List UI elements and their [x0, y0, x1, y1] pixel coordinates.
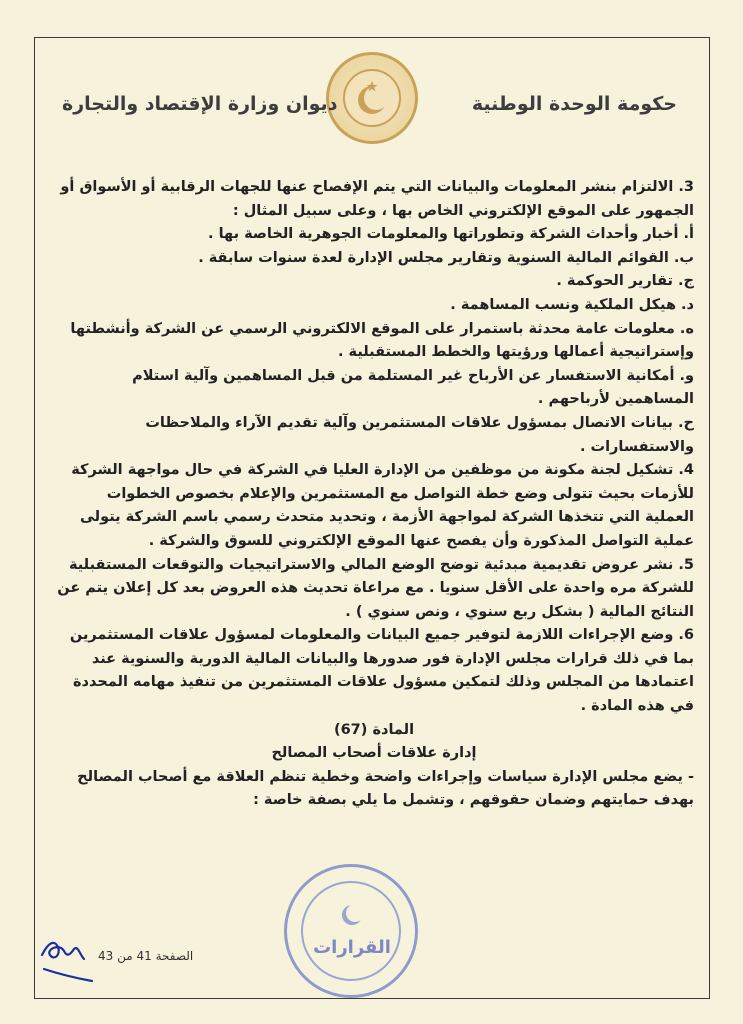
list-item-d: د. هيكل الملكية ونسب المساهمة . — [450, 296, 694, 313]
paragraph-item-4: 4. تشكيل لجنة مكونة من موظفين من الإدارة العليا في الشركة في حال مواجهة الشركة للأزمات بحيث تتولى وضع خطة التواصل مع المستثمرين والإعلام بخصوص الخطوات العملية التي تتخذها الشركة لمواجهة الأزمة ، وتحديد متحدث رسمي باسم الشركة يتولى عملية التواصل المذكورة وأن يفصح عنها الموقع الإلكتروني للسوق والشركة . — [71, 462, 694, 549]
list-item-h: ح. بيانات الاتصال بمسؤول علاقات المستثمرين وآلية تقديم الآراء والملاحظات والاستفسارات . — [145, 414, 694, 455]
list-item-c: ج. تقارير الحوكمة . — [556, 273, 694, 290]
article-title: إدارة علاقات أصحاب المصالح — [271, 745, 477, 762]
stamp-label: القرارات — [313, 937, 391, 958]
list-item-a: أ. أخبار وأحداث الشركة وتطوراتها والمعلومات الجوهرية الخاصة بها . — [208, 226, 694, 243]
article-number: المادة (67) — [333, 721, 415, 738]
article-text: - يضع مجلس الإدارة سياسات وإجراءات واضحة وخطية تنظم العلاقة مع أصحاب المصالح بهدف حمايتهم وضمان حقوقهم ، وتشمل ما يلي بصفة خاصة : — [77, 768, 694, 809]
ministry-title: ديوان وزارة الإقتصاد والتجارة — [62, 93, 338, 115]
document-body — [54, 176, 694, 813]
signature-icon — [34, 925, 96, 989]
page-number: الصفحة 41 من 43 — [98, 949, 194, 963]
paragraph-item-3: 3. الالتزام بنشر المعلومات والبيانات التي يتم الإفصاح عنها للجهات الرقابية أو الأسواق أو الجمهور على الموقع الإلكتروني الخاص بها ، وعلى سبيل المثال : — [60, 179, 694, 219]
official-stamp-icon — [284, 864, 418, 998]
letterhead — [0, 0, 743, 160]
government-title: حكومة الوحدة الوطنية — [471, 93, 677, 115]
list-item-b: ب. القوائم المالية السنوية وتقارير مجلس الإدارة لعدة سنوات سابقة . — [198, 249, 694, 266]
state-emblem-icon — [326, 52, 418, 144]
paragraph-item-6: 6. وضع الإجراءات اللازمة لتوفير جميع البيانات والمعلومات لمسؤول علاقات المستثمرين بما في ذلك قرارات مجلس الإدارة فور صدورها والبيانات المالية الدورية والسنوية عند اعتمادها من المجلس وذلك لتمكين مسؤول علاقات المستثمرين من تنفيذ مهامه المحددة في هذه المادة . — [69, 627, 694, 715]
list-item-e: ه. معلومات عامة محدثة باستمرار على الموقع الالكتروني الرسمي عن الشركة وأنشطتها وإستراتيجية أعمالها ورؤيتها والخطط المستقبلية . — [70, 320, 694, 361]
paragraph-item-5: 5. نشر عروض تقديمية مبدئية توضح الوضع المالي والاستراتيجيات والتوقعات المستقبلية للشركة مره واحدة على الأقل سنويا . مع مراعاة تحديث هذه العروض بعد كل إعلان يتم عن النتائج المالية ( بشكل ربع سنوي ، ونص سنوي ) . — [57, 556, 694, 620]
list-item-f: و. أمكانية الاستفسار عن الأرباح غير المستلمة من قبل المساهمين وآلية استلام المساهمين لأرباحهم . — [132, 367, 694, 408]
